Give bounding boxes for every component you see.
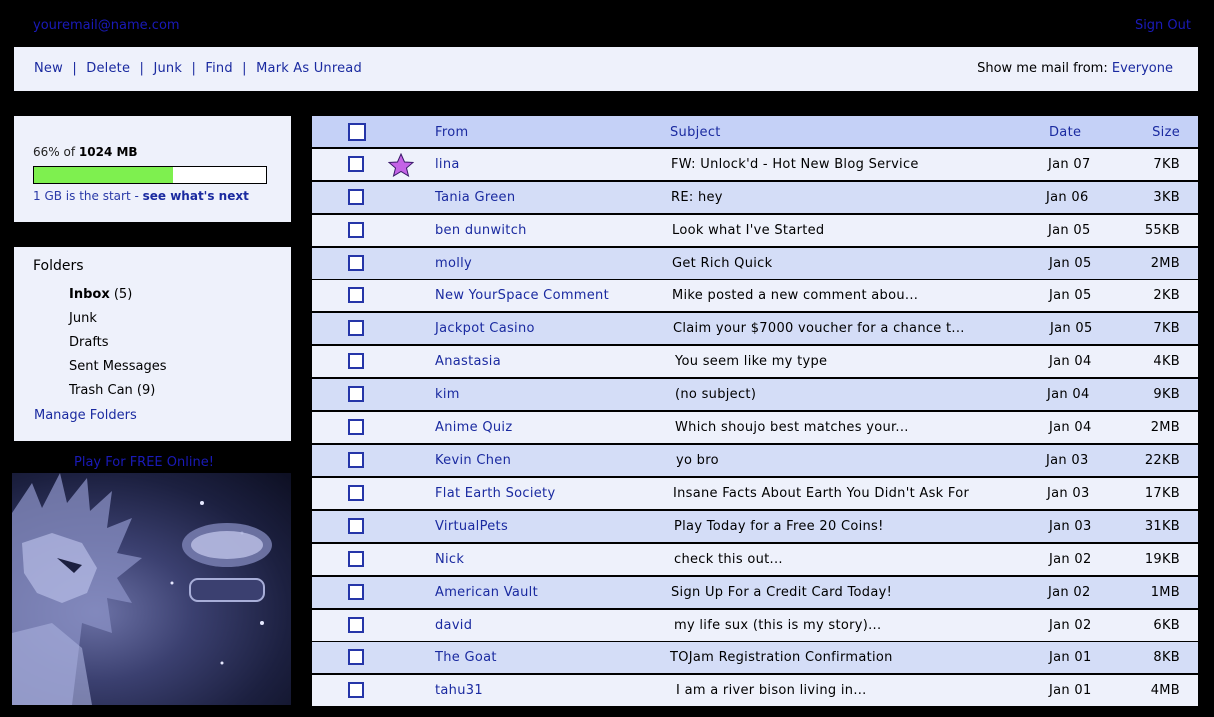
folder-inbox[interactable] xyxy=(69,287,166,311)
filter-label: Show me mail from: xyxy=(977,61,1108,76)
message-subject[interactable]: FW: Unlock'd - Hot New Blog Service xyxy=(671,157,919,172)
message-size: 2KB xyxy=(1153,288,1180,303)
message-subject[interactable]: yo bro xyxy=(676,453,719,468)
message-size: 7KB xyxy=(1153,157,1180,172)
folder-sent-messages[interactable] xyxy=(69,359,166,383)
message-size: 4MB xyxy=(1150,683,1180,698)
toolbar-separator: | xyxy=(139,61,145,76)
message-size: 19KB xyxy=(1144,552,1180,567)
message-size: 7KB xyxy=(1153,321,1180,336)
message-subject[interactable]: my life sux (this is my story)... xyxy=(674,618,882,633)
message-date: Jan 03 xyxy=(1049,519,1092,534)
toolbar-separator: | xyxy=(242,61,247,76)
message-subject[interactable]: Insane Facts About Earth You Didn't Ask For xyxy=(673,486,970,501)
message-sender[interactable]: kim xyxy=(435,387,460,402)
message-sender[interactable]: Tania Green xyxy=(435,190,516,205)
folder-list xyxy=(69,287,166,407)
table-row[interactable] xyxy=(312,149,1198,180)
message-subject[interactable]: RE: hey xyxy=(671,190,723,205)
message-size: 1MB xyxy=(1150,585,1180,600)
folder-junk[interactable] xyxy=(69,311,166,335)
table-row[interactable] xyxy=(312,544,1198,575)
message-sender[interactable]: VirtualPets xyxy=(435,519,509,534)
message-subject[interactable]: Play Today for a Free 20 Coins! xyxy=(674,519,884,534)
row-checkbox[interactable] xyxy=(348,320,364,336)
message-subject[interactable]: Which shoujo best matches your... xyxy=(675,420,909,435)
message-size: 9KB xyxy=(1153,387,1180,402)
message-sender[interactable]: tahu31 xyxy=(435,683,483,698)
message-date: Jan 04 xyxy=(1049,420,1092,435)
mail-filter xyxy=(977,61,1173,76)
table-row[interactable] xyxy=(312,412,1198,443)
table-row[interactable] xyxy=(312,379,1198,410)
see-whats-next-link[interactable]: see what's next xyxy=(142,189,249,203)
table-row[interactable] xyxy=(312,478,1198,509)
message-sender[interactable]: The Goat xyxy=(435,650,497,665)
row-checkbox[interactable] xyxy=(348,649,364,665)
message-subject[interactable]: check this out... xyxy=(674,552,783,567)
message-sender[interactable]: Flat Earth Society xyxy=(435,486,556,501)
table-row[interactable] xyxy=(312,675,1198,706)
message-date: Jan 05 xyxy=(1050,321,1093,336)
message-subject[interactable]: Look what I've Started xyxy=(672,223,825,238)
table-row[interactable] xyxy=(312,577,1198,608)
message-table xyxy=(312,116,1198,705)
message-sender[interactable]: Anime Quiz xyxy=(435,420,513,435)
message-date: Jan 03 xyxy=(1047,486,1090,501)
star-icon[interactable] xyxy=(388,153,414,177)
mail-toolbar xyxy=(14,47,1198,91)
message-sender[interactable]: American Vault xyxy=(435,585,538,600)
row-checkbox[interactable] xyxy=(348,617,364,633)
table-row[interactable] xyxy=(312,248,1198,279)
message-date: Jan 06 xyxy=(1046,190,1089,205)
toolbar-actions xyxy=(34,61,362,76)
message-size: 2MB xyxy=(1150,256,1180,271)
row-checkbox[interactable] xyxy=(348,485,364,501)
folder-label: Trash Can xyxy=(69,383,133,398)
message-date: Jan 07 xyxy=(1048,157,1091,172)
find-button[interactable]: Find xyxy=(205,61,233,76)
sign-out-link[interactable]: Sign Out xyxy=(1134,18,1191,33)
junk-button[interactable]: Junk xyxy=(153,61,183,76)
message-size: 3KB xyxy=(1153,190,1180,205)
table-header-row xyxy=(312,116,1198,147)
row-checkbox[interactable] xyxy=(348,353,364,369)
table-row[interactable] xyxy=(312,313,1198,344)
row-checkbox[interactable] xyxy=(348,682,364,698)
storage-panel xyxy=(14,116,291,222)
select-all-checkbox[interactable] xyxy=(348,123,366,141)
row-checkbox[interactable] xyxy=(348,189,364,205)
message-date: Jan 05 xyxy=(1048,223,1091,238)
message-size: 55KB xyxy=(1144,223,1180,238)
column-header-size[interactable]: Size xyxy=(1152,125,1180,140)
message-size: 17KB xyxy=(1144,486,1180,501)
folder-count: (5) xyxy=(113,287,133,302)
message-sender[interactable]: ben dunwitch xyxy=(435,223,527,238)
promo-link[interactable]: Play For FREE Online! xyxy=(74,455,214,470)
row-checkbox[interactable] xyxy=(348,287,364,303)
storage-tagline xyxy=(33,189,249,203)
table-row[interactable] xyxy=(312,346,1198,377)
column-header-subject[interactable]: Subject xyxy=(670,125,721,140)
message-size: 2MB xyxy=(1150,420,1180,435)
message-subject[interactable]: I am a river bison living in... xyxy=(676,683,867,698)
column-header-from[interactable]: From xyxy=(435,125,469,140)
table-row[interactable] xyxy=(312,280,1198,311)
message-date: Jan 04 xyxy=(1047,387,1090,402)
row-checkbox[interactable] xyxy=(348,156,364,172)
message-date: Jan 02 xyxy=(1048,585,1091,600)
message-sender[interactable]: Anastasia xyxy=(435,354,501,369)
row-checkbox[interactable] xyxy=(348,452,364,468)
message-sender[interactable]: lina xyxy=(435,157,460,172)
message-sender[interactable]: Nick xyxy=(435,552,465,567)
message-sender[interactable]: Jackpot Casino xyxy=(435,321,535,336)
manage-folders-link[interactable]: Manage Folders xyxy=(34,408,137,423)
folder-label: Junk xyxy=(69,311,97,326)
folders-panel xyxy=(14,247,291,441)
folder-trash-can[interactable] xyxy=(69,383,166,407)
folder-label: Sent Messages xyxy=(69,359,167,374)
message-date: Jan 02 xyxy=(1049,618,1092,633)
storage-percent: 66% of xyxy=(33,145,76,159)
message-date: Jan 04 xyxy=(1049,354,1092,369)
folder-label: Drafts xyxy=(69,335,109,350)
message-subject[interactable]: (no subject) xyxy=(675,387,757,402)
row-checkbox[interactable] xyxy=(348,551,364,567)
storage-progress-fill xyxy=(34,167,173,183)
row-checkbox[interactable] xyxy=(348,518,364,534)
message-subject[interactable]: You seem like my type xyxy=(675,354,828,369)
message-date: Jan 02 xyxy=(1049,552,1092,567)
row-checkbox[interactable] xyxy=(348,222,364,238)
account-email: youremail@name.com xyxy=(33,18,180,33)
message-subject[interactable]: Mike posted a new comment abou... xyxy=(672,288,919,303)
message-date: Jan 03 xyxy=(1046,453,1089,468)
message-date: Jan 01 xyxy=(1049,650,1092,665)
message-subject[interactable]: Claim your $7000 voucher for a chance t... xyxy=(673,321,965,336)
toolbar-separator: | xyxy=(191,61,197,76)
toolbar-separator: | xyxy=(72,61,77,76)
column-header-date[interactable]: Date xyxy=(1049,125,1082,140)
advertisement-banner[interactable] xyxy=(12,473,291,705)
table-row[interactable] xyxy=(312,511,1198,542)
new-button[interactable]: New xyxy=(34,61,63,76)
mark-as-unread-button[interactable]: Mark As Unread xyxy=(256,61,362,76)
storage-progress-bar xyxy=(33,166,267,184)
message-subject[interactable]: Sign Up For a Credit Card Today! xyxy=(671,585,893,600)
table-row[interactable] xyxy=(312,642,1198,673)
table-row[interactable] xyxy=(312,215,1198,246)
folder-count: (9) xyxy=(136,383,156,398)
storage-usage xyxy=(33,145,138,159)
folders-title: Folders xyxy=(33,258,84,274)
row-checkbox[interactable] xyxy=(348,584,364,600)
message-sender[interactable]: molly xyxy=(435,256,473,271)
message-sender[interactable]: New YourSpace Comment xyxy=(435,288,609,303)
table-row[interactable] xyxy=(312,445,1198,476)
storage-total: 1024 MB xyxy=(78,145,138,159)
message-date: Jan 05 xyxy=(1049,256,1092,271)
storage-tagline-text: 1 GB is the start - xyxy=(33,189,139,203)
filter-select[interactable]: Everyone xyxy=(1111,61,1173,76)
message-size: 6KB xyxy=(1153,618,1180,633)
message-size: 8KB xyxy=(1153,650,1180,665)
message-date: Jan 01 xyxy=(1049,683,1092,698)
folder-drafts[interactable] xyxy=(69,335,166,359)
message-size: 22KB xyxy=(1144,453,1180,468)
anime-character-illustration xyxy=(12,473,291,705)
message-size: 4KB xyxy=(1153,354,1180,369)
message-size: 31KB xyxy=(1144,519,1180,534)
table-row[interactable] xyxy=(312,610,1198,641)
row-checkbox[interactable] xyxy=(348,255,364,271)
message-sender[interactable]: david xyxy=(435,618,473,633)
folder-label: Inbox xyxy=(69,287,110,302)
table-row[interactable] xyxy=(312,182,1198,213)
message-subject[interactable]: Get Rich Quick xyxy=(672,256,773,271)
message-date: Jan 05 xyxy=(1049,288,1092,303)
message-subject[interactable]: TOJam Registration Confirmation xyxy=(670,650,893,665)
row-checkbox[interactable] xyxy=(348,419,364,435)
message-sender[interactable]: Kevin Chen xyxy=(435,453,512,468)
row-checkbox[interactable] xyxy=(348,386,364,402)
delete-button[interactable]: Delete xyxy=(86,61,131,76)
